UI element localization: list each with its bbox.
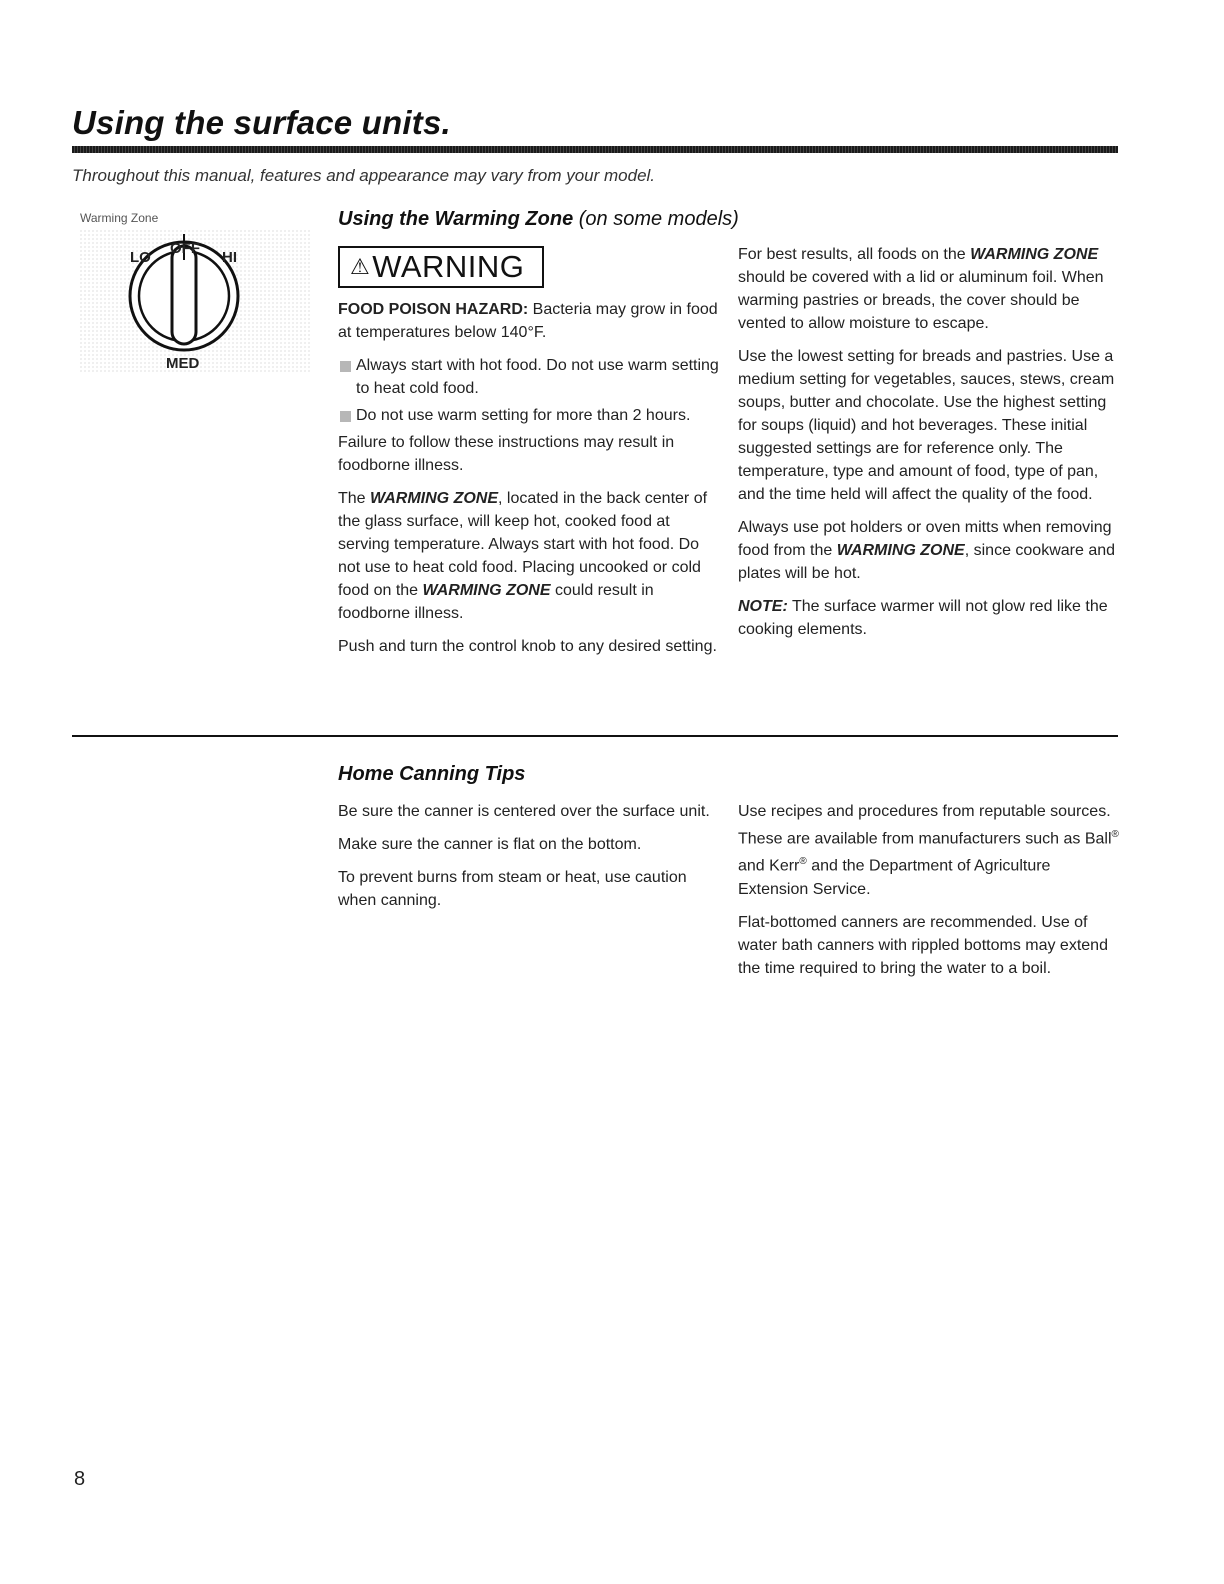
- bullet-square-icon: [340, 361, 351, 372]
- note-paragraph: [738, 595, 1122, 641]
- warming-zone-heading: [338, 208, 739, 231]
- warming-zone-heading-rest: (on some models): [573, 208, 739, 230]
- hazard-label: FOOD POISON HAZARD:: [338, 301, 529, 318]
- bullet-text: Do not use warm setting for more than 2 hours.: [356, 407, 691, 424]
- knob-label-off: OFF: [170, 240, 200, 257]
- warming-zone-term: WARMING ZONE: [422, 582, 551, 599]
- warming-zone-knob-figure: [80, 230, 310, 372]
- page-subtitle: Throughout this manual, features and appearance may vary from your model.: [72, 166, 656, 185]
- page-number: 8: [74, 1468, 86, 1490]
- canning-right-column: [738, 800, 1122, 990]
- warming-zone-left-column: [338, 246, 722, 668]
- failure-paragraph: Failure to follow these instructions may result in foodborne illness.: [338, 434, 675, 474]
- home-canning-heading: [338, 763, 525, 786]
- bullet-text: Always start with hot food. Do not use warm setting to heat cold food.: [356, 357, 719, 397]
- warming-zone-location-paragraph: [338, 487, 722, 625]
- settings-paragraph: Use the lowest setting for breads and pastries. Use a medium setting for vegetables, sauces, stews, cream soups, butter and chocolate. Use the highest setting for soups (liquid) and hot beverages. These initial suggested settings are for reference only. The temperature, type and amount of food, type of pan, and the time held will affect the quality of the food.: [738, 348, 1115, 503]
- warning-bullet: [338, 354, 722, 400]
- text-run: and the Department of Agriculture Extension Service.: [738, 857, 1051, 898]
- hazard-text: Bacteria may grow in food at temperatures below 140°F.: [338, 301, 718, 341]
- registered-mark: ®: [799, 856, 807, 868]
- hazard-paragraph: [338, 298, 722, 344]
- canning-tip: Be sure the canner is centered over the surface unit.: [338, 803, 710, 820]
- canning-tip: To prevent burns from steam or heat, use caution when canning.: [338, 869, 687, 909]
- recipes-paragraph: [738, 800, 1122, 901]
- warming-zone-term: WARMING ZONE: [970, 246, 1099, 263]
- text-run: should be covered with a lid or aluminum foil. When warming pastries or breads, the cover should be vented to allow moisture to escape.: [738, 269, 1104, 332]
- text-run: For best results, all foods on the: [738, 246, 971, 263]
- figure-caption: Warming Zone: [80, 211, 159, 225]
- canning-left-column: [338, 800, 722, 922]
- canning-tip: Make sure the canner is flat on the bottom.: [338, 836, 642, 853]
- title-rule: [72, 146, 1118, 153]
- text-run: and Kerr: [738, 857, 800, 875]
- warming-zone-term: WARMING ZONE: [836, 542, 965, 559]
- text-run: could result in foodborne illness.: [338, 582, 654, 622]
- text-run: The surface warmer will not glow red like the cooking elements.: [738, 598, 1108, 638]
- knob-label-lo: LO: [130, 249, 151, 266]
- bullet-square-icon: [340, 411, 351, 422]
- page-title: Using the surface units.: [72, 104, 451, 141]
- warning-label: WARNING: [372, 249, 525, 284]
- home-canning-heading-text: Home Canning Tips: [338, 763, 526, 785]
- knob-label-med: MED: [166, 355, 200, 372]
- note-label: NOTE:: [738, 598, 788, 615]
- pot-holders-paragraph: [738, 516, 1122, 585]
- knob-label-hi: HI: [222, 249, 237, 266]
- warning-bullet: [338, 404, 722, 427]
- best-results-paragraph: [738, 243, 1122, 335]
- text-run: Use recipes and procedures from reputable sources. These are available from manufacturers such as Ball: [738, 803, 1112, 848]
- push-turn-paragraph: Push and turn the control knob to any desired setting.: [338, 638, 717, 655]
- text-run: , since cookware and plates will be hot.: [738, 542, 1116, 582]
- warning-triangle-icon: ⚠: [350, 254, 371, 279]
- section-divider: [72, 735, 1118, 737]
- knob-grip: [172, 246, 196, 344]
- flat-bottomed-paragraph: Flat-bottomed canners are recommended. Use of water bath canners with rippled bottoms may extend the time required to bring the water to a boil.: [738, 913, 1108, 977]
- text-run: Always use pot holders or oven mitts when removing food from the: [738, 519, 1112, 559]
- warming-zone-term: WARMING ZONE: [370, 490, 499, 507]
- text-run: , located in the back center of the glass surface, will keep hot, cooked food at serving temperature. Always start with hot food. Do not use to heat cold food. Placing uncooked or cold food on the: [338, 490, 708, 599]
- warming-zone-heading-bold: Using the Warming Zone: [338, 208, 574, 230]
- text-run: The: [338, 490, 371, 507]
- registered-mark: ®: [1111, 829, 1119, 840]
- warning-box: [338, 246, 544, 288]
- warming-zone-right-column: [738, 243, 1122, 651]
